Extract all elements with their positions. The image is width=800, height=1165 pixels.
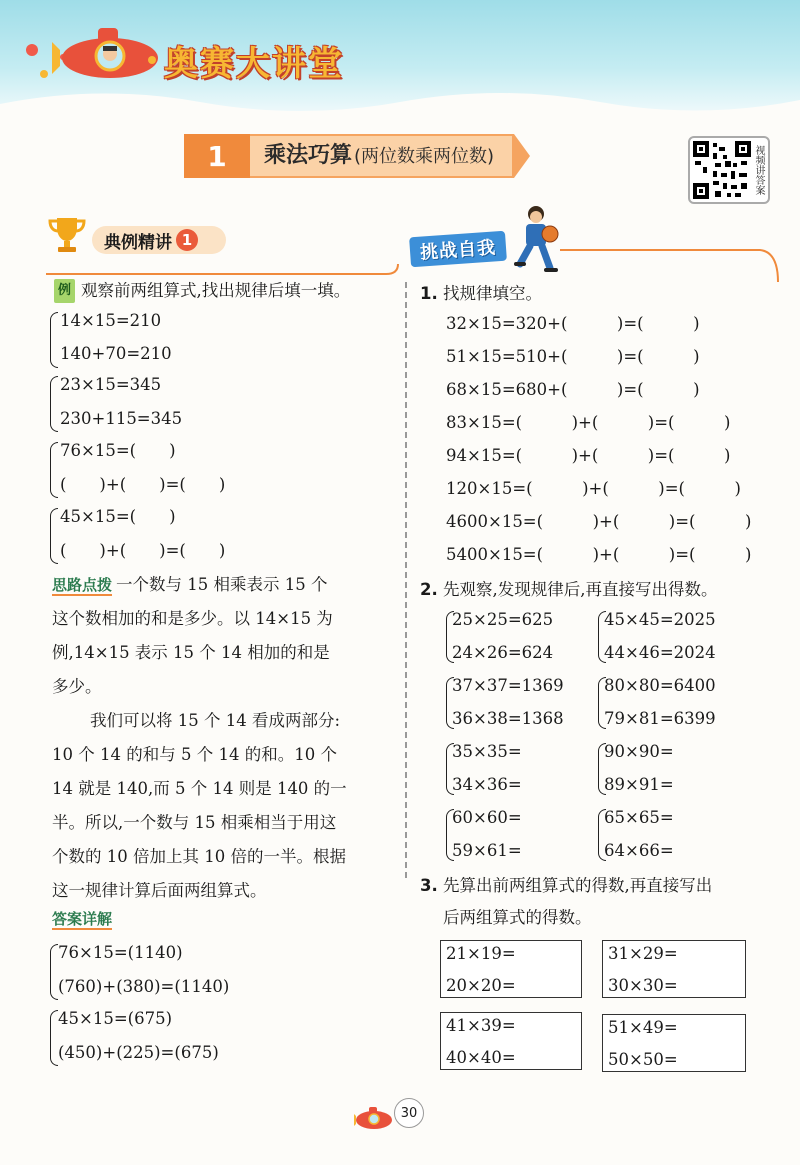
basketball-player-icon <box>506 204 564 276</box>
example-line: 140+70=210 <box>60 344 172 363</box>
trophy-icon <box>44 212 90 258</box>
example-line: 23×15=345 <box>60 375 162 394</box>
hint-line: 10 个 14 的和与 5 个 14 的和。10 个 <box>52 745 337 764</box>
column-divider <box>405 282 407 878</box>
q3-line: 21×19= <box>446 944 516 963</box>
q2-line: 79×81=6399 <box>604 709 716 728</box>
q3-line: 40×40= <box>446 1048 516 1067</box>
q1-line: 68×15=680+( )=( ) <box>446 380 700 399</box>
qr-label: 视频讲答案 <box>753 145 764 195</box>
q3-line: 41×39= <box>446 1016 516 1035</box>
q2-line: 65×65= <box>604 808 674 827</box>
hint-paragraph <box>52 574 328 596</box>
q2-line: 89×91= <box>604 775 674 794</box>
section-title: 典例精讲 <box>104 232 172 253</box>
q1-line: 94×15=( )+( )=( ) <box>446 446 731 465</box>
example-tag: 例 <box>54 279 75 303</box>
q3-line: 50×50= <box>608 1050 678 1069</box>
page-number: 30 <box>394 1098 424 1128</box>
bubble-icon <box>26 44 38 56</box>
hint-tag: 思路点拨 <box>52 576 113 594</box>
q1-line: 120×15=( )+( )=( ) <box>446 479 741 498</box>
section-heading-challenge: 挑战自我 <box>409 231 507 268</box>
hint-line: 个数的 10 倍加上其 10 倍的一半。根据 <box>52 847 346 866</box>
heading-arc <box>560 240 782 284</box>
lesson-subtitle: (两位数乘两位数) <box>354 146 495 167</box>
q2-line: 59×61= <box>452 841 522 860</box>
question-text: 先算出前两组算式的得数,再直接写出 <box>443 876 713 895</box>
submarine-mascot-icon <box>52 20 164 82</box>
q2-line: 24×26=624 <box>452 643 554 662</box>
example-blank-line: ( )+( )=( ) <box>60 475 226 494</box>
q2-line: 80×80=6400 <box>604 676 716 695</box>
q2-line: 25×25=625 <box>452 610 554 629</box>
answer-tag: 答案详解 <box>52 910 113 928</box>
question-text: 找规律填空。 <box>443 284 542 303</box>
lesson-title-main: 乘法巧算 <box>264 143 353 168</box>
q2-line: 45×45=2025 <box>604 610 716 629</box>
hint-line: 我们可以将 15 个 14 看成两部分: <box>90 711 341 730</box>
example-line: 230+115=345 <box>60 409 183 428</box>
hint-line: 多少。 <box>52 677 102 696</box>
q2-line: 90×90= <box>604 742 674 761</box>
lesson-number: 1 <box>184 134 250 178</box>
answer-line: 45×15=(675) <box>58 1009 173 1028</box>
ribbon-arrow-icon <box>514 134 530 178</box>
brace-icon <box>50 1010 58 1066</box>
q2-line: 36×38=1368 <box>452 709 564 728</box>
q1-line: 83×15=( )+( )=( ) <box>446 413 731 432</box>
wave-decoration <box>0 84 800 124</box>
example-prompt <box>54 279 350 303</box>
question-number: 1. <box>420 284 438 303</box>
example-blank-line: ( )+( )=( ) <box>60 541 226 560</box>
brace-icon <box>50 508 58 564</box>
answer-line: (450)+(225)=(675) <box>58 1043 219 1062</box>
q2-line: 35×35= <box>452 742 522 761</box>
question-text: 先观察,发现规律后,再直接写出得数。 <box>443 580 718 599</box>
q3-line: 20×20= <box>446 976 516 995</box>
q1-line: 32×15=320+( )=( ) <box>446 314 700 333</box>
brand-title: 奥赛大讲堂 <box>164 44 344 84</box>
question-number: 2. <box>420 580 438 599</box>
q2-line: 37×37=1369 <box>452 676 564 695</box>
answer-line: (760)+(380)=(1140) <box>58 977 230 996</box>
brace-icon <box>50 376 58 432</box>
q2-line: 60×60= <box>452 808 522 827</box>
example-line: 14×15=210 <box>60 311 162 330</box>
hint-line: 这一规律计算后面两组算式。 <box>52 881 267 900</box>
submarine-footer-icon <box>354 1102 398 1132</box>
example-prompt-text: 观察前两组算式,找出规律后填一填。 <box>81 281 351 300</box>
q2-line: 64×66= <box>604 841 674 860</box>
hint-line: 例,14×15 表示 15 个 14 相加的和是 <box>52 643 330 662</box>
brace-icon <box>50 442 58 498</box>
q1-line: 5400×15=( )+( )=( ) <box>446 545 752 564</box>
hint-line: 一个数与 15 相乘表示 15 个 <box>116 575 328 594</box>
question-1-prompt <box>420 283 542 305</box>
lesson-title <box>250 134 514 178</box>
brace-icon <box>50 944 58 1000</box>
question-3-prompt <box>420 875 712 897</box>
lesson-ribbon <box>184 134 530 178</box>
answer-line: 76×15=(1140) <box>58 943 183 962</box>
hint-line: 14 就是 140,而 5 个 14 则是 140 的一 <box>52 779 347 798</box>
example-blank-line: 76×15=( ) <box>60 441 176 460</box>
qr-code-icon[interactable] <box>693 141 751 199</box>
q3-line: 31×29= <box>608 944 678 963</box>
question-2-prompt <box>420 579 718 601</box>
brace-icon <box>50 312 58 368</box>
q3-line: 51×49= <box>608 1018 678 1037</box>
hint-line: 这个数相加的和是多少。以 14×15 为 <box>52 609 333 628</box>
bubble-icon <box>40 70 48 78</box>
answer-heading <box>52 908 116 930</box>
section-number-badge: 1 <box>176 229 198 251</box>
q1-line: 4600×15=( )+( )=( ) <box>446 512 752 531</box>
q2-line: 44×46=2024 <box>604 643 716 662</box>
q3-line: 30×30= <box>608 976 678 995</box>
question-text: 后两组算式的得数。 <box>443 908 592 927</box>
q1-line: 51×15=510+( )=( ) <box>446 347 700 366</box>
qr-code-panel[interactable] <box>688 136 770 204</box>
hint-line: 半。所以,一个数与 15 相乘相当于用这 <box>52 813 337 832</box>
heading-underline <box>46 260 401 276</box>
section-heading-examples <box>92 226 226 254</box>
q2-line: 34×36= <box>452 775 522 794</box>
question-number: 3. <box>420 876 438 895</box>
example-blank-line: 45×15=( ) <box>60 507 176 526</box>
